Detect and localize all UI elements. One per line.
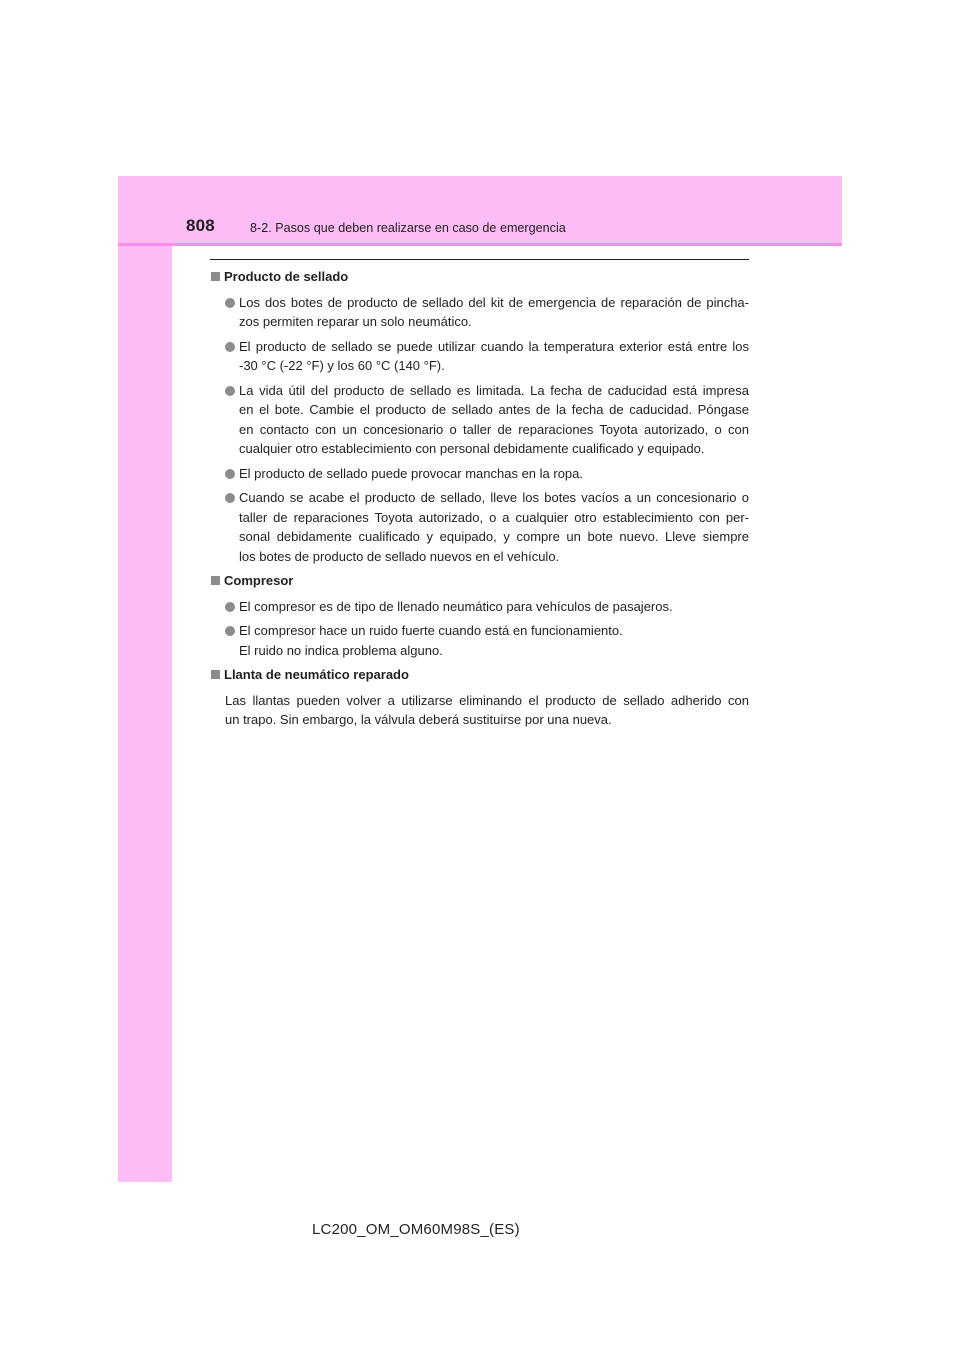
heading-llanta-de-neumatico-reparado: Llanta de neumático reparado xyxy=(211,665,749,685)
round-bullet-icon xyxy=(225,469,235,479)
square-bullet-icon xyxy=(211,576,220,585)
content-top-rule xyxy=(210,259,749,260)
side-color-band xyxy=(118,176,172,1182)
text-line: La vida útil del producto de sellado es limitada. La fecha de caducidad está impresa xyxy=(239,382,749,398)
text-line: zos permiten reparar un solo neumático. xyxy=(239,314,472,329)
document-code: LC200_OM_OM60M98S_(ES) xyxy=(312,1221,520,1238)
text-line: El compresor hace un ruido fuerte cuando está en funcionamiento. xyxy=(239,623,623,638)
text-line: Los dos botes de producto de sellado del kit de emergencia de reparación de pincha- xyxy=(239,294,749,310)
list-item xyxy=(211,621,749,660)
text-line: Las llantas pueden volver a utilizarse eliminando el producto de sellado adherido con xyxy=(225,692,749,708)
text-line: El producto de sellado puede provocar manchas en la ropa. xyxy=(239,465,583,481)
text-line: taller de reparaciones Toyota autorizado, o a cualquier otro establecimiento con per- xyxy=(239,509,749,525)
section-title: 8-2. Pasos que deben realizarse en caso de emergencia xyxy=(250,221,566,235)
square-bullet-icon xyxy=(211,670,220,679)
list-item xyxy=(211,464,749,484)
list-item xyxy=(211,488,749,566)
list-item xyxy=(211,293,749,332)
round-bullet-icon xyxy=(225,386,235,396)
round-bullet-icon xyxy=(225,298,235,308)
text-line: en el bote. Cambie el producto de sellado antes de la fecha de caducidad. Póngase xyxy=(239,402,749,417)
text-line: El compresor es de tipo de llenado neumático para vehículos de pasajeros. xyxy=(239,598,673,614)
text-line: El ruido no indica problema alguno. xyxy=(239,642,443,658)
list-item xyxy=(211,337,749,376)
page-number: 808 xyxy=(186,216,215,235)
round-bullet-icon xyxy=(225,493,235,503)
header-rule xyxy=(118,243,842,246)
text-line: un trapo. Sin embargo, la válvula deberá sustituirse por una nueva. xyxy=(225,712,612,727)
heading-producto-de-sellado: Producto de sellado xyxy=(211,267,749,287)
text-line: sonal debidamente cualificado y equipado, y compre un bote nuevo. Lleve siempre xyxy=(239,529,749,544)
list-item xyxy=(211,597,749,617)
text-line: Cuando se acabe el producto de sellado, lleve los botes vacíos a un concesionario o xyxy=(239,490,749,505)
square-bullet-icon xyxy=(211,272,220,281)
text-line: cualquier otro establecimiento con personal debidamente cualificado y equipado. xyxy=(239,441,705,456)
heading-compresor: Compresor xyxy=(211,571,749,591)
list-item xyxy=(211,381,749,459)
round-bullet-icon xyxy=(225,626,235,636)
text-line: en contacto con un concesionario o taller de reparaciones Toyota autorizado, o con xyxy=(239,421,749,437)
page-content xyxy=(211,267,749,730)
round-bullet-icon xyxy=(225,602,235,612)
text-line: El producto de sellado se puede utilizar cuando la temperatura exterior está entre los xyxy=(239,338,749,354)
paragraph xyxy=(211,691,749,730)
round-bullet-icon xyxy=(225,342,235,352)
text-line: los botes de producto de sellado nuevos en el vehículo. xyxy=(239,548,560,564)
text-line: -30 °C (-22 °F) y los 60 °C (140 °F). xyxy=(239,358,445,373)
